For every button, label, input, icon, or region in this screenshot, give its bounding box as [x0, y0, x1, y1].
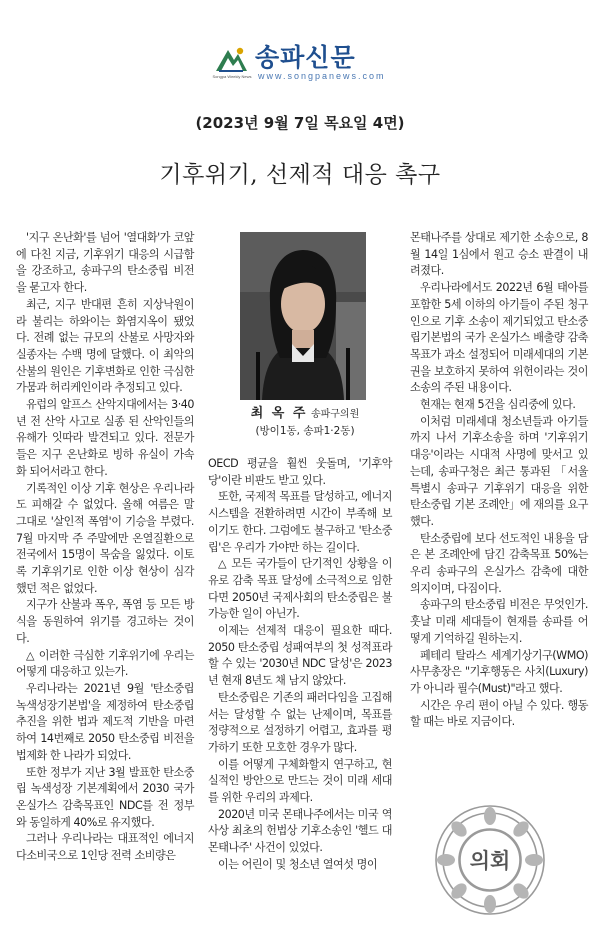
paragraph: 현재는 현재 5건을 심리중에 있다.	[419, 398, 576, 412]
paragraph: 그러나 우리나라는 대표적인 에너지 다소비국으로 1인당 전력 소비량은	[16, 832, 194, 863]
paragraph: 이는 어린이 및 청소년 열여섯 명이	[217, 857, 378, 871]
author-caption	[222, 406, 388, 439]
seal-label: 의회	[469, 849, 511, 873]
mountain-logo-icon	[214, 44, 248, 74]
paragraph: 송파구의 탄소중립 비전은 무엇인가. 훗날 미래 세대들이 현재를 송파를 어떻게 기억하길 원하는지.	[410, 598, 588, 645]
paragraph: 시간은 우리 편이 아닐 수 있다. 행동할 때는 바로 지금이다.	[410, 698, 588, 729]
paragraph: 최근, 지구 반대편 흔히 지상낙원이라 불리는 하와이는 화염지옥이 됐었다. 전례 없는 규모의 산불로 사망자와 실종자는 수백 명에 달했다. 이 최악의 산불의 원인은 기후변화로 인한 극심한 가뭄과 허리케인이라 추정되고 있다.	[16, 297, 194, 395]
author-portrait-icon	[240, 232, 366, 400]
paragraph: 기록적인 이상 기후 현상은 우리나라도 피해갈 수 없었다. 올해 여름은 말 그대로 '살인적 폭염'이 기승을 부렸다. 7월 마지막 주 주말에만 온열질환으로 전국에서 15명이 목숨을 잃었다. 이토록 기후위기로 인한 이상 현상이 심각했던 적은 없었다.	[16, 481, 194, 595]
paragraph: △ 이러한 극심한 기후위기에 우리는 어떻게 대응하고 있는가.	[16, 648, 194, 679]
newspaper-name: 송파신문	[255, 43, 356, 72]
paragraph: OECD 평균을 훨씬 웃돌며, '기후악당'이란 비판도 받고 있다.	[208, 457, 392, 487]
paragraph: 우리나라에서도 2022년 6월 태아를 포함한 5세 이하의 아기들이 주된 청구인으로 기후 소송이 제기되었고 탄소중립기본법의 국가 온실가스 배출량 감축 목표가 과소 설정되어 미래세대의 기본권을 보호하지 못하여 위헌이라는 것이 소송의 주된 내용이다.	[410, 281, 588, 395]
author-name: 최 옥 주	[250, 406, 308, 421]
newspaper-url[interactable]: www.songpanews.com	[258, 71, 386, 81]
council-seal-icon	[432, 802, 548, 918]
article-column-left	[16, 230, 194, 865]
paragraph: 몬태나주를 상대로 제기한 소송으로, 8월 14일 1심에서 원고 승소 판결이 내려졌다.	[410, 231, 588, 278]
paragraph: △ 모든 국가들이 단기적인 상황을 이유로 감축 목표 달성에 소극적으로 임한다면 2050년 국제사회의 탄소중립은 불가능한 일이 아닌가.	[208, 557, 392, 621]
article-column-right	[410, 230, 588, 731]
author-role: 송파구의원	[310, 409, 360, 420]
paragraph: 탄소중립에 보다 선도적인 내용을 담은 본 조례안에 담긴 감축목표 50%는 우리 송파구의 온실가스 감축에 대한 의지이며, 다짐이다.	[410, 531, 588, 595]
paragraph: 우리나라는 2021년 9월 '탄소중립녹색성장기본법'을 제정하여 탄소중립 추진을 위한 법과 제도적 기반을 마련하여 14번째로 2050 탄소중립 비전을 법제화 한 나라가 되었다.	[16, 681, 194, 762]
paragraph: 이제는 선제적 대응이 필요한 때다. 2050 탄소중립 성패여부의 첫 성적표라 할 수 있는 '2030년 NDC 달성'은 2023년 현재 8년도 채 남지 않았다.	[208, 624, 392, 688]
article-column-middle	[208, 456, 392, 874]
paragraph: 이를 어떻게 구체화할지 연구하고, 현실적인 방안으로 만드는 것이 미래 세대를 위한 우리의 과제다.	[208, 757, 392, 805]
logo-subtitle: Songpa Weekly News	[212, 74, 252, 79]
paragraph: 또한 정부가 지난 3월 발표한 탄소중립 녹색성장 기본계획에서 2030 국가 온실가스 감축목표인 NDC를 전 정부와 동일하게 40%로 유지했다.	[16, 765, 194, 829]
paragraph: '지구 온난화'를 넘어 '열대화'가 코앞에 다친 지금, 기후위기 대응의 시급함을 강조하고, 송파구의 탄소중립 비전을 묻고자 한다.	[16, 231, 194, 295]
author-photo	[240, 232, 366, 400]
publication-dateline: (2023년 9월 7일 목요일 4면)	[195, 114, 405, 132]
paragraph: 2020년 미국 몬태나주에서는 미국 역사상 최초의 헌법상 기후소송인 '헬드 대 몬태나주' 사건이 있었다.	[208, 807, 392, 855]
paragraph: 지구가 산불과 폭우, 폭염 등 모든 방식을 동원하여 위기를 경고하는 것이다.	[16, 598, 194, 645]
paragraph: 또한, 국제적 목표를 달성하고, 에너지 시스템을 전환하려면 시간이 부족해 보이기도 한다. 그럼에도 불구하고 '탄소중립'은 우리가 가야만 하는 길이다.	[208, 490, 392, 554]
paragraph: 페테리 탈라스 세계기상기구(WMO) 사무총장은 "기후행동은 사치(Luxury)가 아니라 필수(Must)"라고 했다.	[410, 648, 588, 695]
masthead	[0, 38, 600, 88]
article-headline: 기후위기, 선제적 대응 촉구	[159, 162, 441, 188]
paragraph: 이처럼 미래세대 청소년들과 아기들까지 나서 기후소송을 하며 '기후위기 대응'이라는 시대적 사명에 맞서고 있는데, 송파구청은 최근 통과된 「서울특별시 송파구 기후위기 대응을 위한 탄소중립 기본 조례안」에 재의를 요구했다.	[410, 414, 588, 528]
paragraph: 유럽의 알프스 산악지대에서는 3·40년 전 산악 사고로 실종 된 산악인들의 유해가 잇따라 발견되고 있다. 전문가들은 지구 온난화로 빙하 유실이 가속화 되어서라고 한다.	[16, 398, 194, 478]
paragraph: 탄소중립은 기존의 패러다임을 고집해서는 달성할 수 없는 난제이며, 목표를 정량적으로 설정하기 어렵고, 효과를 평가하기 또한 모호한 경우가 많다.	[208, 690, 392, 754]
author-district: (방이1동, 송파1·2동)	[255, 425, 355, 437]
